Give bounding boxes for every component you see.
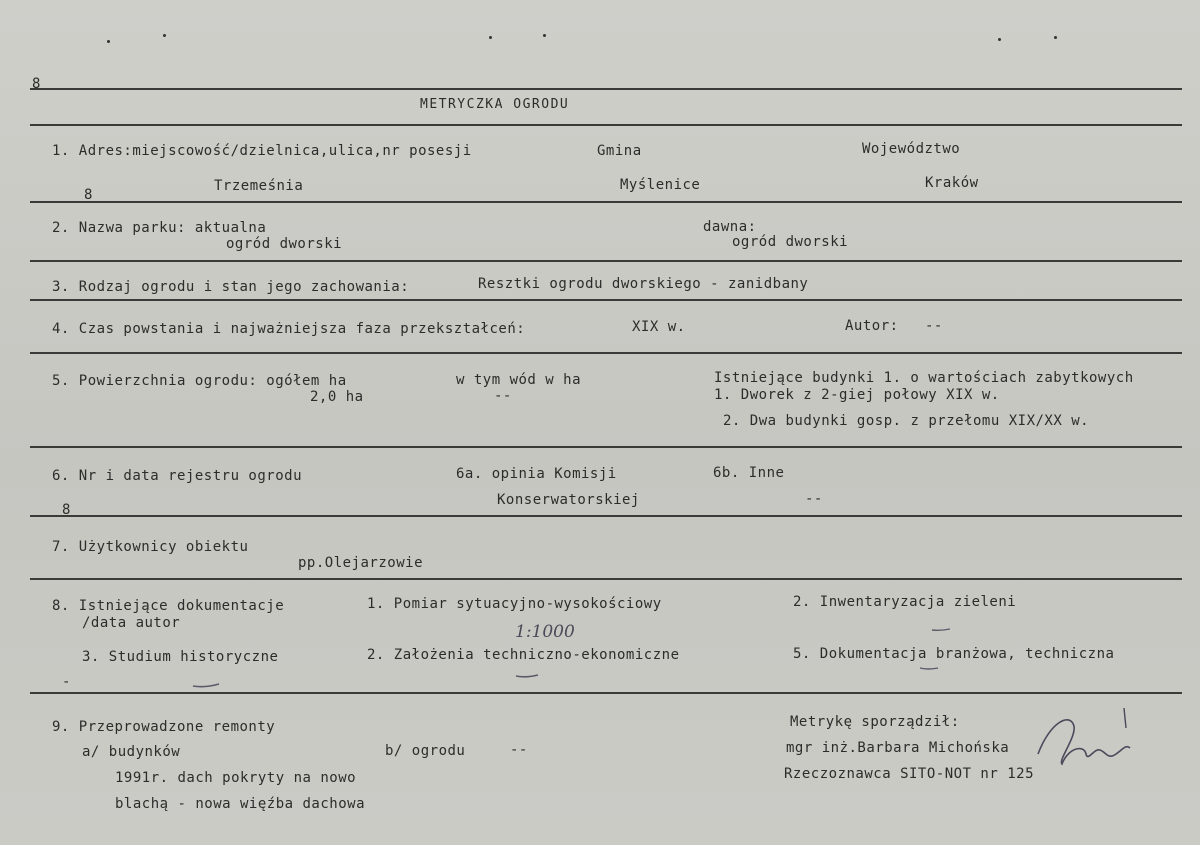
- register-number: 8: [62, 502, 71, 518]
- expert-title: Rzeczoznawca SITO-NOT nr 125: [784, 766, 1035, 782]
- water-area-label: w tym wód w ha: [456, 372, 582, 388]
- garden-type-value: Resztki ogrodu dworskiego - zanidbany: [478, 276, 809, 292]
- address-place: Trzemeśnia: [214, 178, 304, 194]
- documentation-item-1: 1. Pomiar sytuacyjno-wysokościowy: [367, 596, 662, 612]
- document-title: METRYCZKA OGRODU: [420, 97, 570, 112]
- users-value: pp.Olejarzowie: [298, 555, 424, 571]
- prepared-by-label: Metrykę sporządził:: [790, 714, 960, 730]
- documentation-label-2: /data autor: [82, 615, 181, 631]
- commission-opinion-label: 6a. opinia Komisji: [456, 466, 617, 482]
- park-name-former: ogród dworski: [732, 234, 849, 250]
- dash-mark: -: [62, 674, 71, 690]
- repairs-line-2: blachą - nowa więźba dachowa: [115, 796, 366, 812]
- water-area-value: --: [494, 388, 512, 404]
- documentation-label: 8. Istniejące dokumentacje: [52, 598, 285, 614]
- commission-opinion-label-2: Konserwatorskiej: [497, 492, 640, 508]
- gmina-value: Myślenice: [620, 177, 701, 193]
- signature-icon: [1030, 704, 1140, 784]
- repairs-garden-value: --: [510, 742, 528, 758]
- building-2: 2. Dwa budynki gosp. z przełomu XIX/XX w.: [723, 413, 1090, 429]
- area-value: 2,0 ha: [310, 389, 364, 405]
- divider: [30, 692, 1182, 694]
- page-number: 8: [32, 76, 41, 92]
- park-name-current: ogród dworski: [226, 236, 343, 252]
- park-name-former-label: dawna:: [703, 219, 757, 235]
- documentation-item-4: 2. Założenia techniczno-ekonomiczne: [367, 647, 680, 663]
- garden-type-label: 3. Rodzaj ogrodu i stan jego zachowania:: [52, 279, 410, 295]
- users-label: 7. Użytkownicy obiektu: [52, 539, 249, 555]
- documentation-item-5: 5. Dokumentacja branżowa, techniczna: [793, 646, 1115, 662]
- voivodeship-value: Kraków: [925, 175, 979, 191]
- creation-time-value: XIX w.: [632, 319, 686, 335]
- author-value: --: [925, 318, 943, 334]
- creation-time-label: 4. Czas powstania i najważniejsza faza przekształceń:: [52, 321, 526, 337]
- repairs-buildings-label: a/ budynków: [82, 744, 181, 760]
- documentation-item-3: 3. Studium historyczne: [82, 649, 279, 665]
- repairs-label: 9. Przeprowadzone remonty: [52, 719, 276, 735]
- other-label: 6b. Inne: [713, 465, 785, 481]
- other-value: --: [805, 491, 823, 507]
- gmina-label: Gmina: [597, 143, 642, 159]
- repairs-garden-label: b/ ogrodu: [385, 743, 466, 759]
- building-1: 1. Dworek z 2-giej połowy XIX w.: [714, 387, 1000, 403]
- author-label: Autor:: [845, 318, 899, 334]
- address-label: 1. Adres:miejscowość/dzielnica,ulica,nr posesji: [52, 143, 472, 159]
- park-name-label: 2. Nazwa parku: aktualna: [52, 220, 267, 236]
- voivodeship-label: Województwo: [862, 141, 961, 157]
- area-label: 5. Powierzchnia ogrodu: ogółem ha: [52, 373, 347, 389]
- documentation-item-2: 2. Inwentaryzacja zieleni: [793, 594, 1017, 610]
- register-label: 6. Nr i data rejestru ogrodu: [52, 468, 303, 484]
- address-number: 8: [84, 187, 93, 203]
- preparer-name: mgr inż.Barbara Michońska: [786, 740, 1010, 756]
- scale-note: 1:1000: [515, 622, 575, 642]
- buildings-label: Istniejące budynki 1. o wartościach zabytkowych: [714, 370, 1134, 386]
- repairs-line-1: 1991r. dach pokryty na nowo: [115, 770, 357, 786]
